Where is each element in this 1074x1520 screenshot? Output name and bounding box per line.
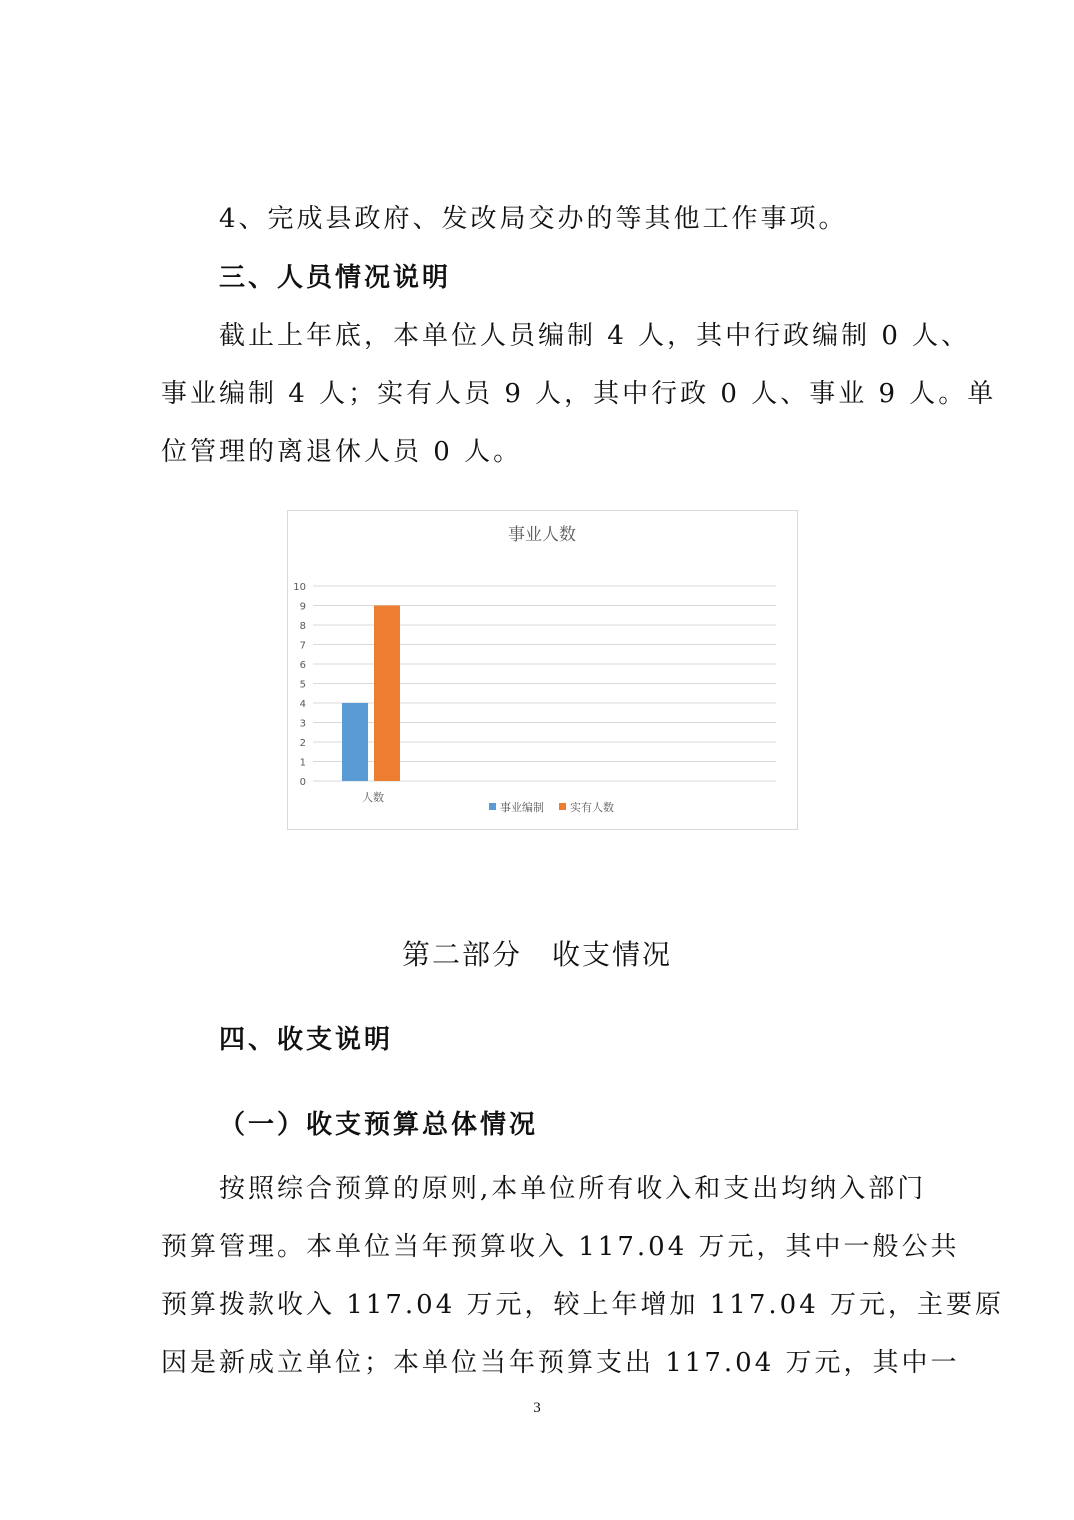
x-category-label: 人数 <box>362 791 384 804</box>
staff-paragraph-line-2: 事业编制 4 人；实有人员 9 人，其中行政 0 人、事业 9 人。单 <box>161 379 997 409</box>
legend-label: 实有人数 <box>570 801 614 814</box>
bar-实有人数 <box>374 606 400 782</box>
y-tick-label: 6 <box>299 660 306 671</box>
y-tick-label: 7 <box>299 640 306 652</box>
budget-paragraph-line-4: 因是新成立单位；本单位当年预算支出 117.04 万元，其中一 <box>161 1348 960 1378</box>
y-tick-label: 2 <box>299 738 306 749</box>
budget-paragraph-line-2: 预算管理。本单位当年预算收入 117.04 万元，其中一般公共 <box>161 1232 960 1262</box>
y-tick-label: 4 <box>299 699 306 710</box>
legend-swatch <box>489 803 496 810</box>
legend-label: 事业编制 <box>500 801 544 814</box>
y-tick-label: 3 <box>299 718 306 730</box>
legend-swatch <box>559 803 566 810</box>
y-tick-label: 10 <box>293 582 306 593</box>
y-tick-label: 5 <box>299 679 306 691</box>
section-heading-3: 三、人员情况说明 <box>219 263 452 293</box>
budget-paragraph-line-1: 按照综合预算的原则,本单位所有收入和支出均纳入部门 <box>219 1174 927 1204</box>
budget-paragraph-line-3: 预算拨款收入 117.04 万元，较上年增加 117.04 万元，主要原 <box>161 1290 1005 1320</box>
y-tick-label: 1 <box>299 757 306 769</box>
staff-paragraph-line-1: 截止上年底，本单位人员编制 4 人，其中行政编制 0 人、 <box>219 321 971 351</box>
part-title: 第二部分 收支情况 <box>401 938 672 971</box>
page-number: 3 <box>533 1400 541 1416</box>
section-heading-4: 四、收支说明 <box>219 1025 394 1055</box>
y-tick-label: 0 <box>299 777 306 788</box>
subsection-heading-1: （一）收支预算总体情况 <box>219 1110 539 1140</box>
bar-事业编制 <box>342 703 368 781</box>
chart-title: 事业人数 <box>508 525 576 545</box>
y-tick-label: 8 <box>299 621 306 632</box>
staff-paragraph-line-3: 位管理的离退休人员 0 人。 <box>161 437 523 467</box>
y-tick-label: 9 <box>299 601 306 613</box>
staff-chart <box>287 510 798 830</box>
paragraph-item-4: 4、完成县政府、发改局交办的等其他工作事项。 <box>219 204 848 234</box>
chart-canvas <box>288 511 797 829</box>
